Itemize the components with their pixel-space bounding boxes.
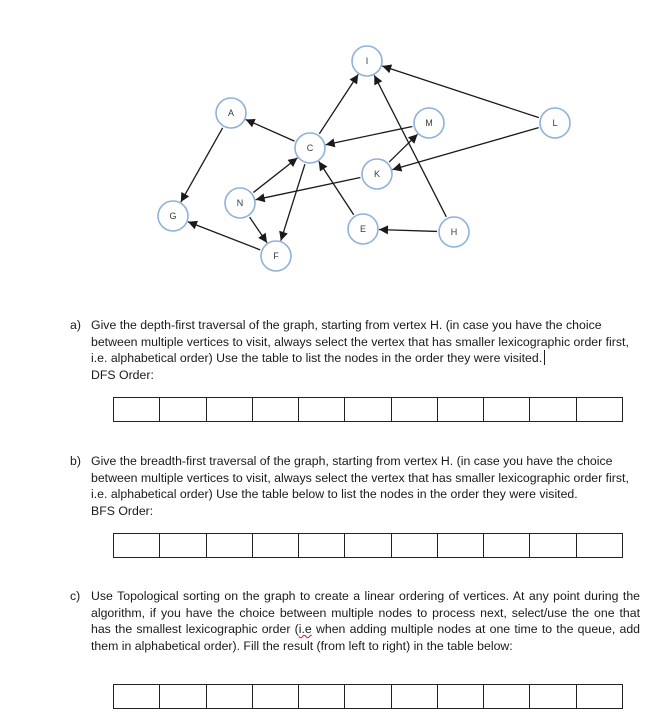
answer-cell[interactable] [206, 534, 252, 558]
edge-H-to-I [374, 75, 446, 217]
node-label-M: M [425, 118, 433, 128]
answer-cell[interactable] [160, 398, 206, 422]
node-C [295, 133, 325, 163]
edge-K-to-M [389, 134, 417, 162]
answer-cell[interactable] [299, 534, 345, 558]
node-H [439, 217, 469, 247]
answer-cell[interactable] [391, 685, 437, 709]
node-label-G: G [169, 211, 177, 221]
question-c [70, 588, 640, 654]
edge-C-to-A [246, 119, 295, 141]
answer-cell[interactable] [437, 685, 483, 709]
question-a [70, 317, 640, 383]
question-b [70, 453, 640, 519]
answer-cell[interactable] [530, 685, 576, 709]
node-label-L: L [552, 118, 558, 128]
answer-cell[interactable] [206, 685, 252, 709]
edge-E-to-C [319, 161, 354, 214]
question-c-label: c) [70, 589, 81, 603]
edge-F-to-G [188, 222, 260, 250]
answer-cell[interactable] [437, 534, 483, 558]
dfs-answer-table[interactable] [113, 397, 623, 422]
answer-cell[interactable] [530, 534, 576, 558]
edge-N-to-F [250, 217, 267, 243]
node-F [261, 241, 291, 271]
answer-cell[interactable] [160, 685, 206, 709]
question-c-text-start: Use Topological sorting on the graph to create a linear ordering of vertices. At any point during the algorithm, if you have the choice between multiple nodes to process next, select/use the one that has the smallest lexicographic order ( [91, 589, 640, 637]
node-E [348, 214, 378, 244]
topological-answer-table[interactable] [113, 684, 623, 709]
answer-cell[interactable] [345, 398, 391, 422]
answer-cell[interactable] [252, 685, 298, 709]
answer-cell[interactable] [252, 534, 298, 558]
answer-cell[interactable] [299, 685, 345, 709]
answer-cell[interactable] [299, 398, 345, 422]
node-label-F: F [273, 251, 279, 261]
question-a-text: Give the depth-first traversal of the graph, starting from vertex H. (in case you have the choice between multiple vertices to visit, always select the vertex that has smaller lexicographic order first, i.e. alphabetical order) Use the table to list the nodes in the order they were visited. [91, 318, 629, 366]
answer-cell[interactable] [484, 534, 530, 558]
node-label-C: C [306, 143, 314, 153]
edge-M-to-C [326, 126, 413, 144]
edge-C-to-I [319, 74, 358, 133]
answer-cell[interactable] [345, 534, 391, 558]
spellcheck-flagged-word: i.e [298, 622, 312, 637]
edge-K-to-N [256, 178, 361, 200]
answer-cell[interactable] [114, 534, 160, 558]
node-label-I: I [365, 56, 369, 66]
answer-cell[interactable] [345, 685, 391, 709]
question-b-label: b) [70, 454, 81, 468]
node-label-A: A [227, 108, 235, 118]
edge-L-to-I [382, 66, 539, 118]
answer-cell[interactable] [252, 398, 298, 422]
node-A [216, 98, 246, 128]
bfs-answer-table[interactable] [113, 533, 623, 558]
answer-cell[interactable] [114, 685, 160, 709]
question-c-text-end: when adding multiple nodes at one time to the queue, add them in alphabetical order). Fill the result (from left to right) in the table below: [91, 622, 640, 653]
answer-cell[interactable] [160, 534, 206, 558]
node-M [414, 108, 444, 138]
answer-cell[interactable] [437, 398, 483, 422]
edge-H-to-E [379, 230, 437, 232]
node-label-E: E [359, 224, 367, 234]
node-L [540, 108, 570, 138]
answer-cell[interactable] [530, 398, 576, 422]
dfs-order-label: DFS Order: [91, 367, 154, 382]
answer-cell[interactable] [391, 398, 437, 422]
bfs-order-label: BFS Order: [91, 503, 154, 518]
answer-cell[interactable] [576, 685, 622, 709]
node-I [352, 46, 382, 76]
node-K [362, 159, 392, 189]
answer-cell[interactable] [391, 534, 437, 558]
node-N [225, 188, 255, 218]
edge-L-to-K [392, 128, 538, 170]
answer-cell[interactable] [576, 534, 622, 558]
answer-cell[interactable] [484, 685, 530, 709]
node-label-K: K [373, 169, 381, 179]
node-label-N: N [236, 198, 244, 208]
answer-cell[interactable] [576, 398, 622, 422]
answer-cell[interactable] [114, 398, 160, 422]
answer-cell[interactable] [206, 398, 252, 422]
edge-N-to-C [253, 158, 297, 193]
edge-C-to-F [281, 164, 305, 241]
question-b-text: Give the breadth-first traversal of the graph, starting from vertex H. (in case you have the choice between multiple vertices to visit, always select the vertex that has smaller lexicographic order first, i.e. alphabetical order) Use the table below to list the nodes in the order they were visited. [91, 454, 629, 502]
edge-A-to-G [181, 128, 223, 202]
node-label-H: H [450, 227, 458, 237]
directed-graph [0, 0, 651, 290]
question-a-label: a) [70, 318, 81, 332]
answer-cell[interactable] [484, 398, 530, 422]
text-cursor [544, 350, 545, 365]
node-G [158, 201, 188, 231]
